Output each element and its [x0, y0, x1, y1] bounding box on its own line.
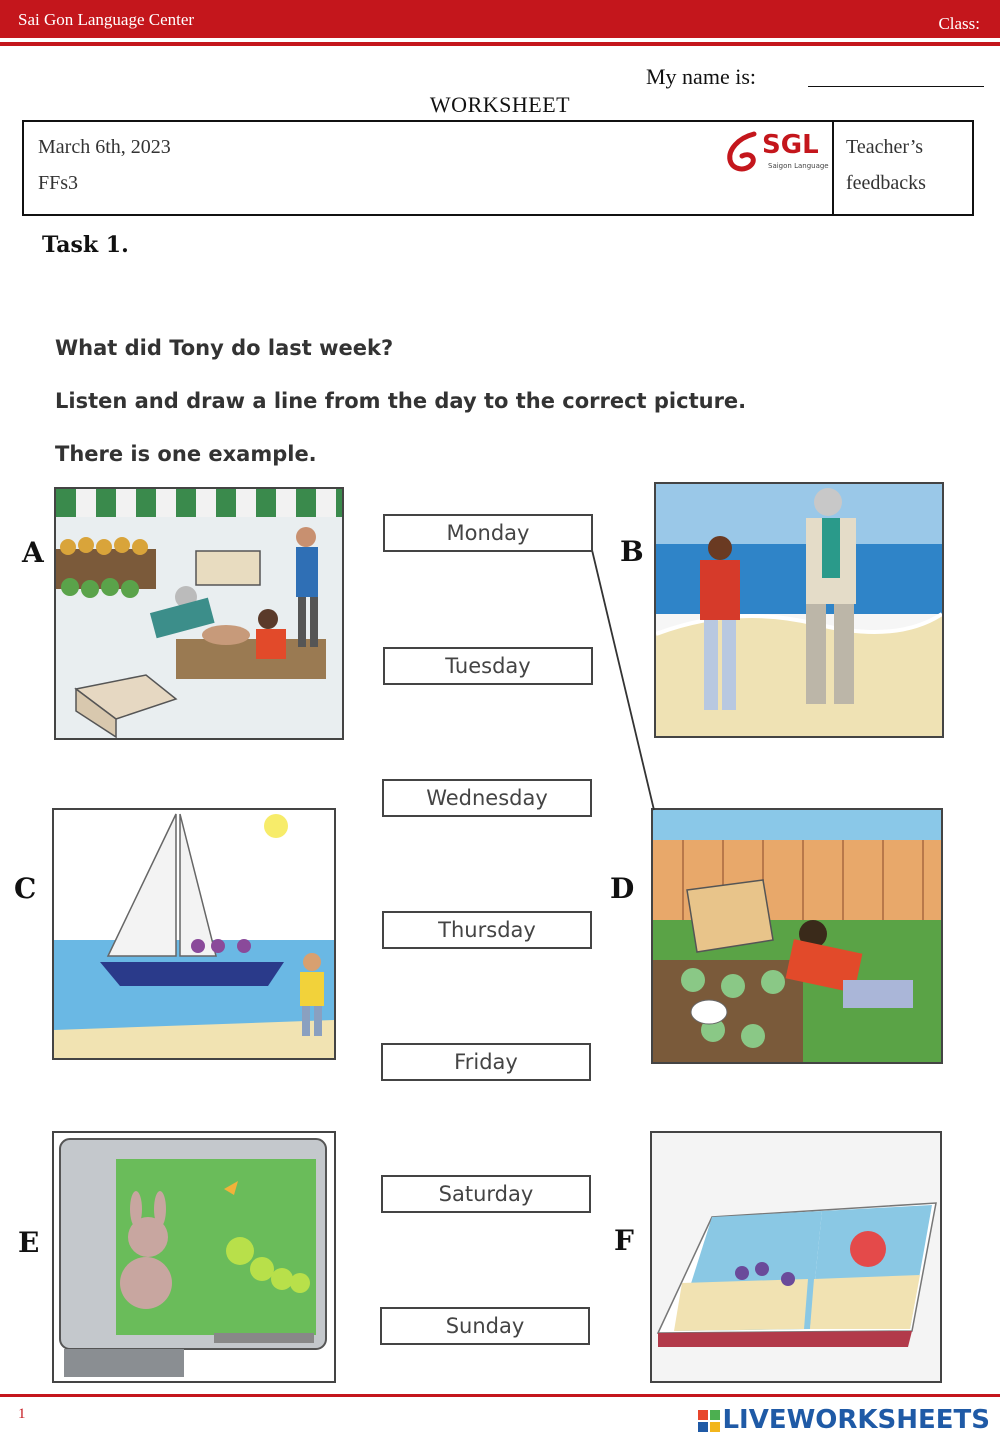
- day-box-friday[interactable]: Friday: [381, 1043, 591, 1081]
- instruction-listen: Listen and draw a line from the day to the correct picture.: [55, 389, 747, 413]
- picture-letter-a: A: [22, 536, 44, 569]
- day-box-sunday[interactable]: Sunday: [380, 1307, 590, 1345]
- worksheet-date: March 6th, 2023: [38, 136, 171, 158]
- day-box-wednesday[interactable]: Wednesday: [382, 779, 592, 817]
- logo-text: SGL: [762, 130, 819, 160]
- picture-letter-b: B: [620, 535, 644, 568]
- day-box-thursday[interactable]: Thursday: [382, 911, 592, 949]
- page-number: 1: [18, 1406, 26, 1422]
- feedback-label-line2: feedbacks: [846, 172, 926, 194]
- class-label: Class:: [938, 14, 980, 33]
- my-name-label: My name is:: [646, 64, 756, 89]
- day-box-saturday[interactable]: Saturday: [381, 1175, 591, 1213]
- feedback-label-line1: Teacher’s: [846, 136, 924, 158]
- liveworksheets-brand[interactable]: LIVEWORKSHEETS: [722, 1405, 990, 1435]
- picture-letter-d: D: [610, 872, 635, 905]
- picture-letter-c: C: [14, 872, 37, 905]
- liveworksheets-logo-icon: [698, 1410, 720, 1432]
- picture-letter-f: F: [614, 1224, 634, 1257]
- instruction-example: There is one example.: [55, 442, 317, 466]
- instruction-question: What did Tony do last week?: [55, 336, 394, 360]
- footer-divider: [0, 1394, 1000, 1397]
- day-box-tuesday[interactable]: Tuesday: [383, 647, 593, 685]
- center-name: Sai Gon Language Center: [18, 10, 195, 29]
- worksheet-title: WORKSHEET: [429, 92, 571, 117]
- logo-subtext: Saigon Language: [768, 162, 829, 170]
- task-label: Task 1.: [42, 232, 129, 258]
- picture-letter-e: E: [18, 1226, 40, 1259]
- class-code: FFs3: [38, 172, 79, 194]
- day-box-monday[interactable]: Monday: [383, 514, 593, 552]
